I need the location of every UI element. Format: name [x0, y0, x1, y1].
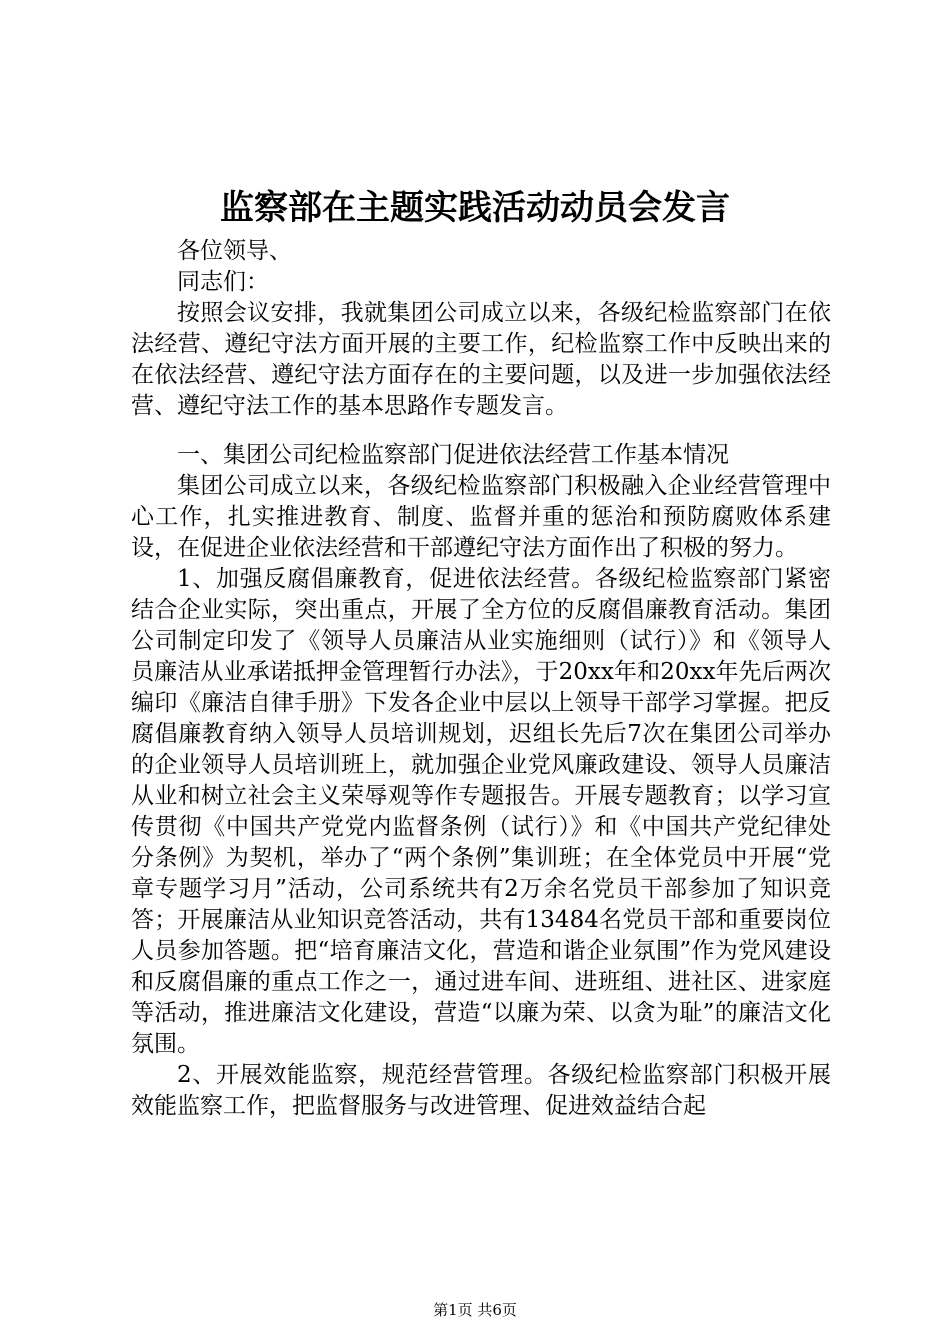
section-heading: 一、集团公司纪检监察部门促进依法经营工作基本情况 [177, 442, 729, 468]
document-title: 监察部在主题实践活动动员会发言 [220, 188, 730, 228]
page-number-footer: 第1页 共6页 [433, 1301, 517, 1319]
salutation-line: 同志们： [177, 269, 269, 295]
paragraph: 1、加强反腐倡廉教育，促进依法经营。各级纪检监察部门紧密结合企业实际，突出重点，开展了全方位的反腐倡廉教育活动。集团公司制定印发了《领导人员廉洁从业实施细则（试行）》和《领导人员廉洁从业承诺抵押金管理暂行办法》，于20xx年和20xx年先后两次编印《廉洁自律手册》下发各企业中层以上领导干部学习掌握。把反腐倡廉教育纳入领导人员培训规划，迟组长先后7次在集团公司举办的企业领导人员培训班上，就加强企业党风廉政建设、领导人员廉洁从业和树立社会主义荣辱观等作专题报告。开展专题教育；以学习宣传贯彻《中国共产党党内监督条例（试行）》和《中国共产党纪律处分条例》为契机，举办了“两个条例”集训班；在全体党员中开展“党章专题学习月”活动，公司系统共有2万余名党员干部参加了知识竞答；开展廉洁从业知识竞答活动，共有13484名党员干部和重要岗位人员参加答题。把“培育廉洁文化，营造和谐企业氛围”作为党风建设和反腐倡廉的重点工作之一，通过进车间、进班组、进社区、进家庭等活动，推进廉洁文化建设，营造“以廉为荣、以贪为耻”的廉洁文化氛围。 [131, 566, 831, 1057]
paragraph: 集团公司成立以来，各级纪检监察部门积极融入企业经营管理中心工作，扎实推进教育、制度、监督并重的惩治和预防腐败体系建设，在促进企业依法经营和干部遵纪守法方面作出了积极的努力。 [131, 473, 831, 561]
salutation-line: 各位领导、 [177, 238, 292, 264]
paragraph: 2、开展效能监察，规范经营管理。各级纪检监察部门积极开展效能监察工作，把监督服务与改进管理、促进效益结合起 [131, 1062, 831, 1119]
paragraph-intro: 按照会议安排，我就集团公司成立以来，各级纪检监察部门在依法经营、遵纪守法方面开展的主要工作，纪检监察工作中反映出来的在依法经营、遵纪守法方面存在的主要问题，以及进一步加强依法经营、遵纪守法工作的基本思路作专题发言。 [131, 300, 831, 419]
document-body [131, 236, 831, 1122]
